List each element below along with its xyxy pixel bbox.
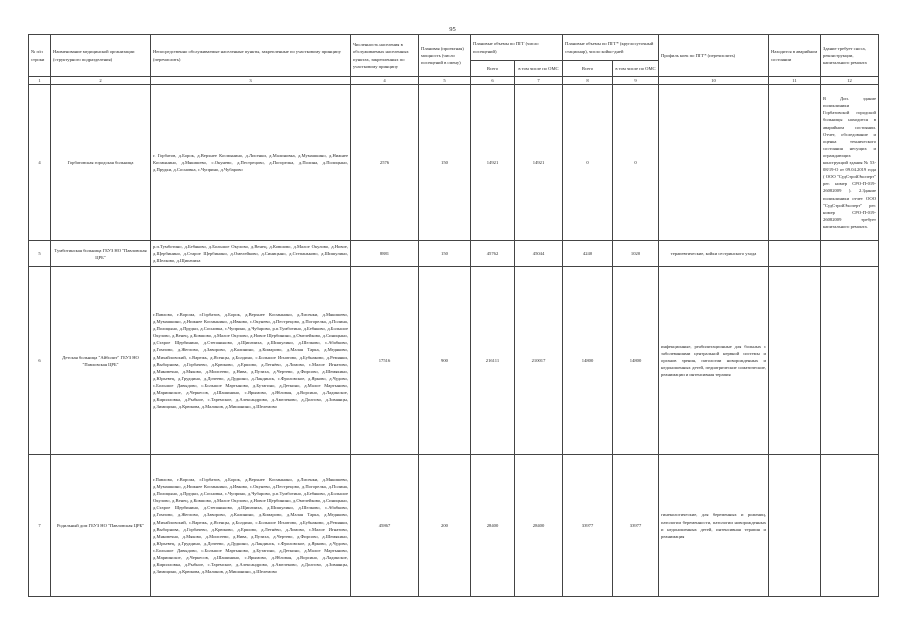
repair-value: В Доп. здание поликлиники Горбатовской городской больницы находится в аварийном состоянии. Отчет, обследование и оценка технического состояния несущих и ограждающих конструкций здания № 53-08/19-О от 09.04.2019 года ( ООО "СудСтройЭксперт" рег. номер СРО-П-019-26082009 ). 2.Здание поликлиники отчет ООО "СудСтройЭксперт" рег. номер СРО-П-019-26082009 требует капитального ремонта. <box>821 85 879 241</box>
organization-name: Родильный дом ГБУЗ НО "Павловская ЦРБ" <box>51 455 151 597</box>
row-number: 5 <box>29 241 51 267</box>
beddays-total-value: 33977 <box>563 455 613 597</box>
column-number: 3 <box>151 77 351 85</box>
capacity-value: 150 <box>419 85 471 241</box>
header-planned-beddays: Плановые объемы по ПГГ* (круглосуточный стационар), число койко-дней <box>563 35 659 61</box>
column-number: 1 <box>29 77 51 85</box>
table-row <box>29 85 879 241</box>
population-value: 2576 <box>351 85 419 241</box>
table-row <box>29 241 879 267</box>
header-planned-visits: Плановые объемы по ПГГ (число посещений) <box>471 35 563 61</box>
population-value: 8881 <box>351 241 419 267</box>
row-number: 7 <box>29 455 51 597</box>
repair-value <box>821 267 879 455</box>
header-bed-profile: Профиль коек по ПГГ* (перечислить) <box>659 35 769 77</box>
beddays-oms-value: 1020 <box>613 241 659 267</box>
header-visits-oms: в том числе по ОМС <box>515 61 563 77</box>
emergency-value <box>769 85 821 241</box>
organization-name: Детская больница "Айболит" ГБУЗ НО "Павловская ЦРБ" <box>51 267 151 455</box>
visits-oms-value: 28400 <box>515 455 563 597</box>
header-capacity: Плановая (проектная) мощность (число посещений в смену) <box>419 35 471 77</box>
organization-name: Горбатовская городская больница <box>51 85 151 241</box>
header-beddays-oms: в том числе по ОМС <box>613 61 659 77</box>
column-number: 6 <box>471 77 515 85</box>
beddays-oms-value: 33977 <box>613 455 659 597</box>
bed-profile-value <box>659 85 769 241</box>
header-repair: Здание требует сноса, реконструкции, капитального ремонта <box>821 35 879 77</box>
header-organization: Наименование медицинской организации (структурного подразделения) <box>51 35 151 77</box>
column-number: 2 <box>51 77 151 85</box>
organization-name: Тумботинская больница ГБУЗ НО "Павловская ЦРБ" <box>51 241 151 267</box>
repair-value <box>821 455 879 597</box>
bed-profile-value: гинекологические, для беременных и рожениц, патологии беременности, патологии новорожденных и недоношенных детей, интенсивная терапия и реанимация <box>659 455 769 597</box>
capacity-value: 200 <box>419 455 471 597</box>
header-row-number: № п/п строки <box>29 35 51 77</box>
bed-profile-value: терапевтические, койки сестринского ухода <box>659 241 769 267</box>
visits-total-value: 216111 <box>471 267 515 455</box>
population-value: 45867 <box>351 455 419 597</box>
bed-profile-value: инфекционные, реабилитационные для больных с заболеваниями центральной нервной системы и органов зрения, патологии новорожденных и недоношенных детей, педиатрические соматические, реанимации и интенсивная терапия <box>659 267 769 455</box>
visits-oms-value: 210017 <box>515 267 563 455</box>
header-settlements: Непосредственно обслуживаемые населенные пункты, закрепленные по участковому принципу (перечислить) <box>151 35 351 77</box>
header-row <box>29 35 879 61</box>
column-number: 11 <box>769 77 821 85</box>
row-number: 4 <box>29 85 51 241</box>
header-beddays-total: Всего <box>563 61 613 77</box>
beddays-total-value: 14800 <box>563 267 613 455</box>
population-value: 17516 <box>351 267 419 455</box>
settlements-list: г.Павлово, г.Ворсма, г.Горбатов, д.Борок, д.Верхнее Космынино, д.Лисенки, д.Мякишево, д.Мумашкино, д.Нижнее Космынино, д.Ивково, с.Окунево, д.Пестрецово, д.Погорелка, д.Полина, д.Полицыно, д.Прудки, д.Сосновка, с.Чуприно, д.Чубарово, р.п.Тумботино, д.Бебяково, д.Большое Окулово, д.Венец, д.Ковшово, д.Малое Окулово, д.Новое Щербинино, д.Омелейково, д.Синицыно, д.Старое Щербинино, д.Степаньково, д.Щипачиха, д.Шишулино, д.Шелково, с.Абабково, д.Гомзово, д.Жеглово, д.Заворово, д.Калинино, д.Комарово, д.Малая Тарка, д.Медяково, д.Михайловский, с.Варежь, д.Ясенцы, д.Болдино, с.Большое Игнатово, д.Бубнаково, д.Ремянки, д.Выборнова, д.Горбачево, д.Крюково, д.Ершово, д.Летнёво, д.Ломово, с.Малое Игнатово, д.Мяковечно, д.Мяково, д.Моисеево, д.Нива, д.Пузиха, д.Чертево, д.Фирсово, д.Шемякино, д.Юрьевец, д.Грудцино, д.Дочеево, д.Дудкино, д.Ландинск, с.Фроловское, д.Ярково, д.Чудово, с.Большое Давыдово, с.Большое Мартыново, д.Бутагино, д.Деткино, д.Малое Мартыново, д.Мариинское, д.Черкесов, д.Шашинино, с.Ярымово, д.Ябловая, д.Ворсино, д.Ладинское, д.Кирилловка, д.Рыбное, с.Таремское, д.Александрово, д.Амелеково, д.Долгово, д.Зимянцы, д.Зимицино, д.Крюкова, д.Малинов, д.Мишанино, д.Шелемово <box>151 455 351 597</box>
capacity-value: 150 <box>419 241 471 267</box>
visits-total-value: 14921 <box>471 85 515 241</box>
header-population: Численность населения в обслуживаемых населенных пунктах, закрепленных по участковому принципу <box>351 35 419 77</box>
visits-total-value: 45762 <box>471 241 515 267</box>
settlements-list: р.п.Тумботино, д.Бебяково, д.Большое Окулово, д.Венец, д.Ковшово, д.Малое Окулово, д.Новое, д.Щербинино, д.Старое Щербинино, д.Омелейково, д.Синицыно, д.Степаньково, д.Шишулино, д.Шелково, д.Щипачиха <box>151 241 351 267</box>
column-number: 12 <box>821 77 879 85</box>
column-number: 4 <box>351 77 419 85</box>
column-number: 9 <box>613 77 659 85</box>
facilities-table <box>28 34 879 597</box>
column-number: 8 <box>563 77 613 85</box>
emergency-value <box>769 267 821 455</box>
column-numbers-row <box>29 77 879 85</box>
emergency-value <box>769 455 821 597</box>
settlements-list: г.Павлово, г.Ворсма, г.Горбатов, д.Борок, д.Верхнее Космынино, д.Лисенки, д.Мякишево, д.Мумашкино, д.Нижнее Космынино, д.Ивково, с.Окунево, д.Пестрецово, д.Погорелка, д.Полина, д.Полицыно, д.Прудки, д.Сосновка, с.Чуприно, д.Чубарово, р.п.Тумботино, д.Бебяково, д.Большое Окулово, д.Венец, д.Ковшово, д.Малое Окулово, д.Новое Щербинино, д.Омелейково, д.Синицыно, д.Старое Щербинино, д.Степаньково, д.Щипачиха, д.Шишулино, д.Шелково, с.Абабково, д.Гомзово, д.Жеглово, д.Заворово, д.Калинино, д.Комарово, д.Малая Тарка, д.Медяково, д.Михайловский, с.Варежь, д.Ясенцы, д.Болдино, с.Большое Игнатово, д.Бубнаково, д.Ремянки, д.Выборнова, д.Горбачево, д.Крюково, д.Ершово, д.Летнёво, д.Ломово, с.Малое Игнатово, д.Мяковечно, д.Мяково, д.Моисеево, д.Нива, д.Пузиха, д.Чертево, д.Фирсово, д.Шемякино, д.Юрьевец, д.Грудцино, д.Дочеево, д.Дудкино, д.Ландинск, с.Фроловское, д.Ярково, д.Чудово, с.Большое Давыдово, с.Большое Мартыново, д.Бутагино, д.Деткино, д.Малое Мартыново, д.Мариинское, д.Черкесов, д.Шашинино, с.Ярымово, д.Ябловая, д.Ворсино, д.Ладинское, д.Кирилловка, д.Рыбное, с.Таремское, д.Александрово, д.Амелеково, д.Долгово, д.Зимянцы, д.Зимицино, д.Крюкова, д.Малинов, д.Мишанино, д.Шелемово <box>151 267 351 455</box>
column-number: 5 <box>419 77 471 85</box>
beddays-total-value: 4240 <box>563 241 613 267</box>
header-visits-total: Всего <box>471 61 515 77</box>
visits-oms-value: 45044 <box>515 241 563 267</box>
column-number: 10 <box>659 77 769 85</box>
repair-value <box>821 241 879 267</box>
beddays-total-value: 0 <box>563 85 613 241</box>
beddays-oms-value: 14800 <box>613 267 659 455</box>
page-number: 95 <box>449 26 456 33</box>
capacity-value: 900 <box>419 267 471 455</box>
settlements-list: г. Горбатов, д.Борок, д.Верхнее Космынино, д.Лисенки, д.Малиновка, д.Мумашкино, д.Нижнее Космынино, д.Мякишево, с.Окунево, д.Пестрецово, д.Погорелка, д.Полина, д.Полицыно, д.Прудки, д.Сосновка, с.Чуприно, д.Чубарово <box>151 85 351 241</box>
visits-total-value: 28400 <box>471 455 515 597</box>
visits-oms-value: 14921 <box>515 85 563 241</box>
table-row <box>29 455 879 597</box>
beddays-oms-value: 0 <box>613 85 659 241</box>
row-number: 6 <box>29 267 51 455</box>
column-number: 7 <box>515 77 563 85</box>
table-row <box>29 267 879 455</box>
header-emergency: Находится в аварийном состоянии <box>769 35 821 77</box>
emergency-value <box>769 241 821 267</box>
